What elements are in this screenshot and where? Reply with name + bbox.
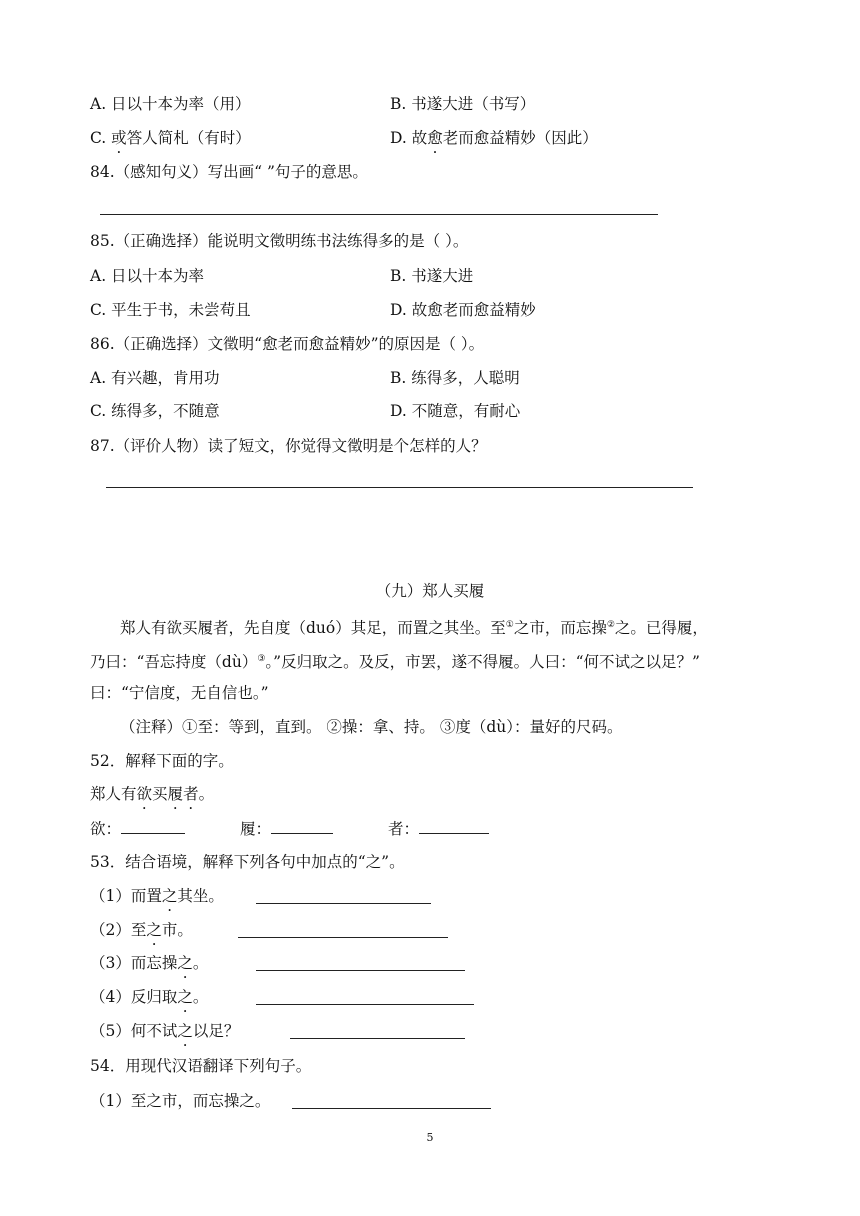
question-84: 84.（感知句义）写出画“ ”句子的意思。 bbox=[90, 163, 368, 181]
question-53: 53．结合语境，解释下列各句中加点的“之”。 bbox=[90, 853, 405, 871]
answer-blank[interactable] bbox=[271, 817, 333, 834]
passage-line-1: 郑人有欲买履者，先自度（duó）其足，而置之其坐。至①之市，而忘操②之。已得履， bbox=[120, 619, 708, 638]
passage-line-3: 曰：“宁信度，无自信也。” bbox=[90, 684, 269, 702]
answer-52-yu: 欲： bbox=[90, 817, 185, 840]
question-53-item-1: （1）而置之其坐。 bbox=[90, 887, 224, 905]
question-53-item-4: （4）反归取之。 bbox=[90, 988, 209, 1006]
answer-line-54-1[interactable] bbox=[292, 1108, 491, 1109]
page-number: 5 bbox=[426, 1131, 434, 1144]
answer-52-lv: 履： bbox=[240, 817, 333, 840]
question-52-sentence: 郑人有欲买履者。 bbox=[90, 785, 215, 803]
answer-line-53-1[interactable] bbox=[256, 903, 431, 904]
question-53-item-2: （2）至之市。 bbox=[90, 921, 193, 939]
option-85-a: A. 日以十本为率 bbox=[90, 267, 205, 285]
emphasis-dot-char: 之 bbox=[146, 921, 162, 939]
option-83-b: B. 书遂大进（书写） bbox=[390, 95, 536, 113]
option-86-d: D. 不随意，有耐心 bbox=[390, 402, 521, 420]
emphasis-dot-char: 或 bbox=[111, 129, 127, 147]
answer-line-87 bbox=[106, 487, 693, 488]
passage-title: （九）郑人买履 bbox=[375, 582, 485, 600]
question-54: 54．用现代汉语翻译下列句子。 bbox=[90, 1057, 312, 1075]
answer-line-53-2[interactable] bbox=[238, 937, 448, 938]
emphasis-dot-char: 之 bbox=[161, 887, 178, 905]
option-85-b: B. 书遂大进 bbox=[390, 267, 474, 285]
question-52: 52．解释下面的字。 bbox=[90, 752, 234, 770]
answer-blank[interactable] bbox=[419, 817, 489, 834]
answer-52-zhe: 者： bbox=[388, 817, 489, 840]
answer-line-53-3[interactable] bbox=[256, 970, 465, 971]
answer-blank[interactable] bbox=[121, 817, 185, 834]
emphasis-dot-char: 欲 bbox=[136, 785, 153, 803]
option-86-b: B. 练得多，人聪明 bbox=[390, 369, 520, 387]
question-53-item-3: （3）而忘操之。 bbox=[90, 954, 209, 972]
emphasis-dot-char: 之 bbox=[177, 954, 193, 972]
option-85-d: D. 故愈老而愈益精妙 bbox=[390, 301, 536, 319]
emphasis-dot-char: 之 bbox=[177, 988, 193, 1006]
option-85-c: C. 平生于书，未尝苟且 bbox=[90, 301, 251, 319]
passage-notes: （注释）①至：等到，直到。 ②操：拿、持。 ③度（dù）：量好的尺码。 bbox=[120, 718, 623, 736]
answer-line-53-4[interactable] bbox=[256, 1004, 474, 1005]
answer-line-84 bbox=[100, 214, 658, 215]
question-53-item-5: （5）何不试之以足？ bbox=[90, 1022, 240, 1040]
option-86-c: C. 练得多，不随意 bbox=[90, 402, 220, 420]
option-83-d: D. 故愈老而愈益精妙（因此） bbox=[390, 129, 598, 147]
option-86-a: A. 有兴趣，肯用功 bbox=[90, 369, 220, 387]
option-83-a: A. 日以十本为率（用） bbox=[90, 95, 251, 113]
question-85: 85.（正确选择）能说明文徵明练书法练得多的是（ ）。 bbox=[90, 232, 469, 250]
question-54-item-1: （1）至之市，而忘操之。 bbox=[90, 1092, 271, 1110]
question-87: 87.（评价人物）读了短文，你觉得文徵明是个怎样的人？ bbox=[90, 437, 487, 455]
option-83-c: C. 或答人简札（有时） bbox=[90, 129, 251, 147]
answer-line-53-5[interactable] bbox=[290, 1038, 465, 1039]
emphasis-dot-char: 履 bbox=[167, 785, 184, 803]
emphasis-dot-char: 愈 bbox=[427, 129, 443, 147]
question-86: 86.（正确选择）文徵明“愈老而愈益精妙”的原因是（ ）。 bbox=[90, 335, 485, 353]
emphasis-dot-char: 之 bbox=[177, 1022, 193, 1040]
emphasis-dot-char: 者 bbox=[183, 785, 199, 803]
passage-line-2: 乃曰：“吾忘持度（dù）③。”反归取之。及反，市罢，遂不得履。人曰：“何不试之以足？” bbox=[90, 653, 700, 672]
